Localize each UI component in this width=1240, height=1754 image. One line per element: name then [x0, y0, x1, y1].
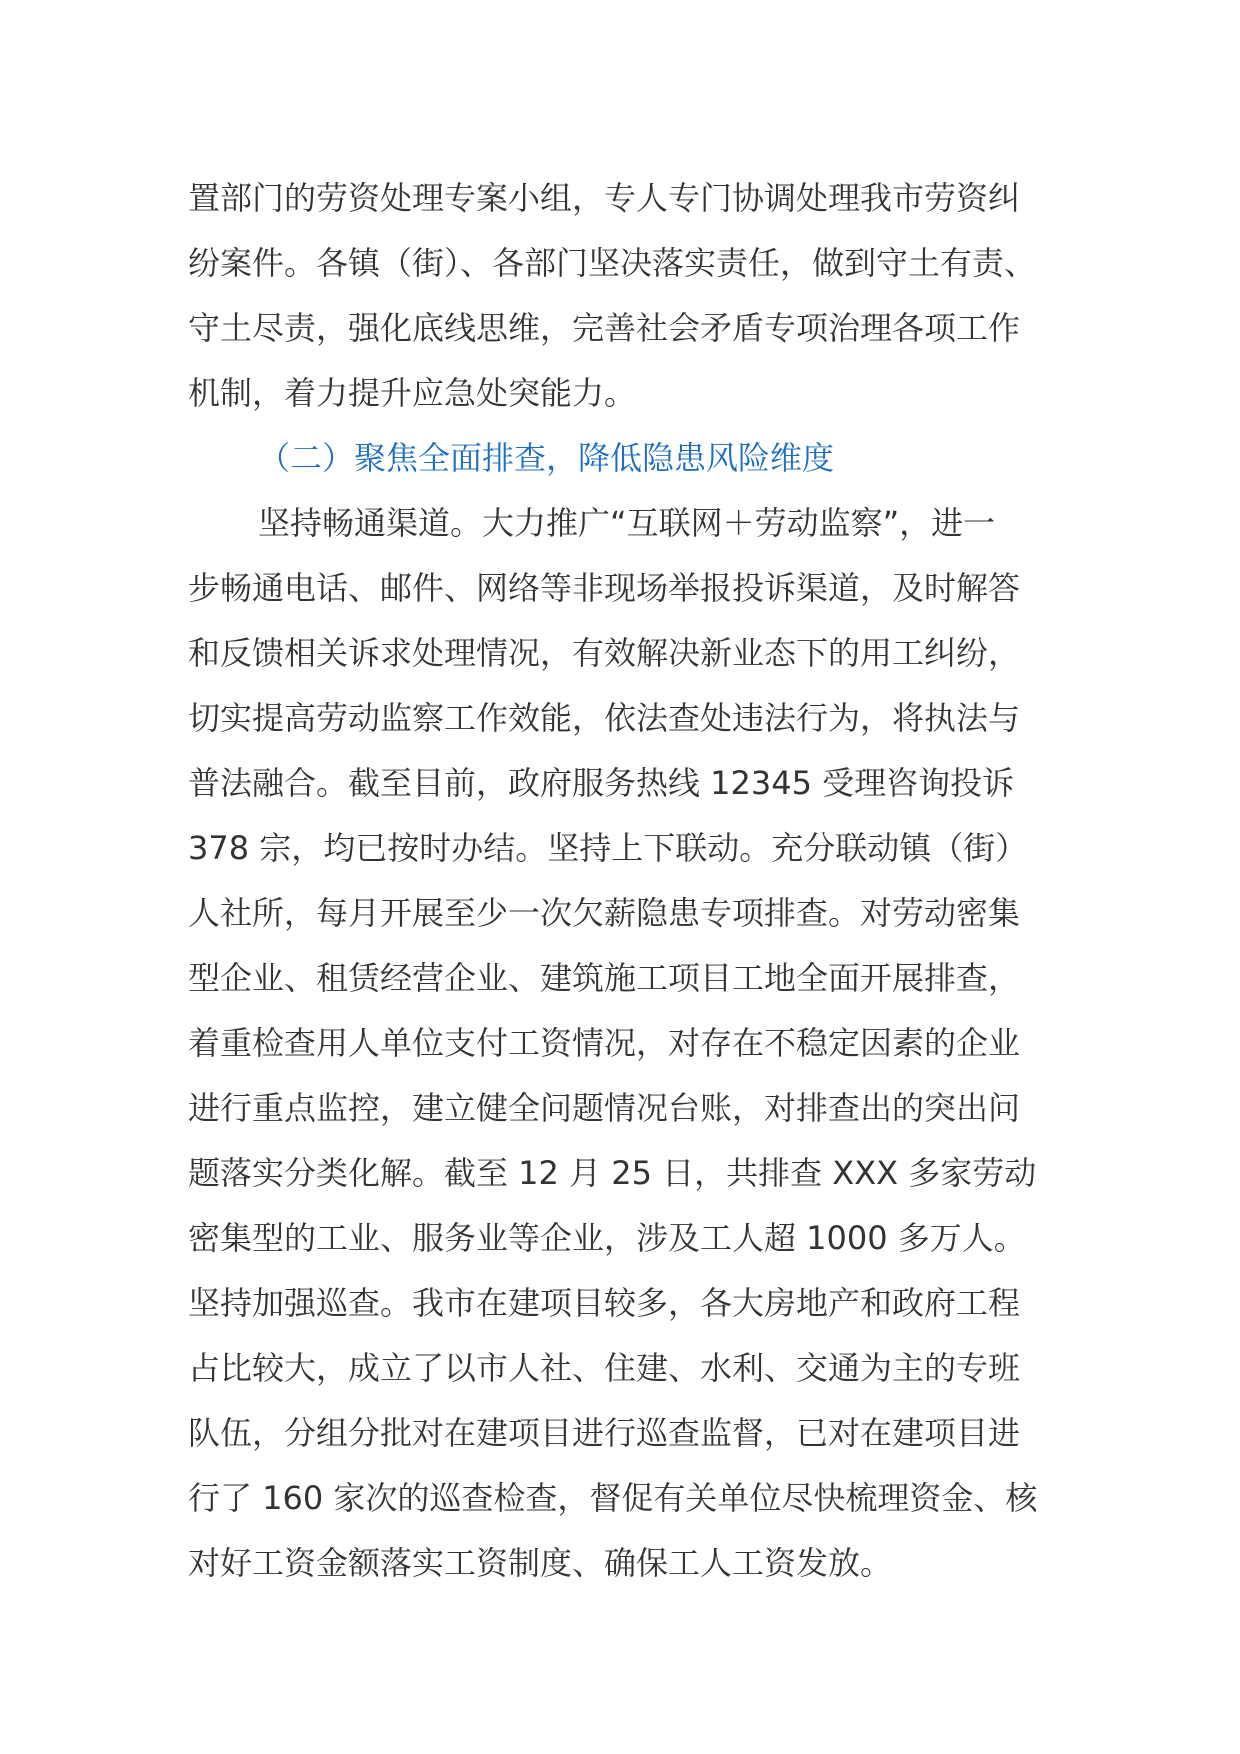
paragraph-continuation [188, 166, 1058, 426]
paragraph-body [188, 491, 1058, 1596]
text-line: 378 宗，均已按时办结。坚持上下联动。充分联动镇（街） [188, 829, 1028, 867]
text-line: 人社所，每月开展至少一次欠薪隐患专项排查。对劳动密集 [188, 894, 1021, 932]
text-line: 坚持畅通渠道。大力推广“互联网＋劳动监察”，进一 [258, 504, 996, 542]
text-line: 守土尽责，强化底线思维，完善社会矛盾专项治理各项工作 [188, 309, 1021, 347]
text-line: 密集型的工业、服务业等企业，涉及工人超 1000 多万人。 [188, 1219, 1026, 1257]
text-line: 占比较大，成立了以市人社、住建、水利、交通为主的专班 [188, 1349, 1021, 1387]
text-line: 普法融合。截至目前，政府服务热线 12345 受理咨询投诉 [188, 764, 1015, 802]
document-body [188, 166, 1058, 1596]
text-line: 题落实分类化解。截至 12 月 25 日，共排查 XXX 多家劳动 [188, 1154, 1037, 1192]
section-heading: （二）聚焦全面排查，降低隐患风险维度 [258, 439, 835, 477]
text-line: 行了 160 家次的巡查检查，督促有关单位尽快梳理资金、核 [188, 1479, 1038, 1517]
text-line: 置部门的劳资处理专案小组，专人专门协调处理我市劳资纠 [188, 179, 1021, 217]
text-line: 和反馈相关诉求处理情况，有效解决新业态下的用工纠纷， [188, 634, 1021, 672]
text-line: 切实提高劳动监察工作效能，依法查处违法行为，将执法与 [188, 699, 1021, 737]
text-line: 进行重点监控，建立健全问题情况台账，对排查出的突出问 [188, 1089, 1021, 1127]
text-line: 型企业、租赁经营企业、建筑施工项目工地全面开展排查， [188, 959, 1021, 997]
text-line: 步畅通电话、邮件、网络等非现场举报投诉渠道，及时解答 [188, 569, 1021, 607]
text-line: 着重检查用人单位支付工资情况，对存在不稳定因素的企业 [188, 1024, 1021, 1062]
text-line: 坚持加强巡查。我市在建项目较多，各大房地产和政府工程 [188, 1284, 1021, 1322]
text-line: 对好工资金额落实工资制度、确保工人工资发放。 [188, 1544, 893, 1582]
text-line: 机制，着力提升应急处突能力。 [188, 374, 637, 412]
text-line: 队伍，分组分批对在建项目进行巡查监督，已对在建项目进 [188, 1414, 1021, 1452]
text-line: 纷案件。各镇（街）、各部门坚决落实责任，做到守土有责、 [188, 244, 1037, 282]
